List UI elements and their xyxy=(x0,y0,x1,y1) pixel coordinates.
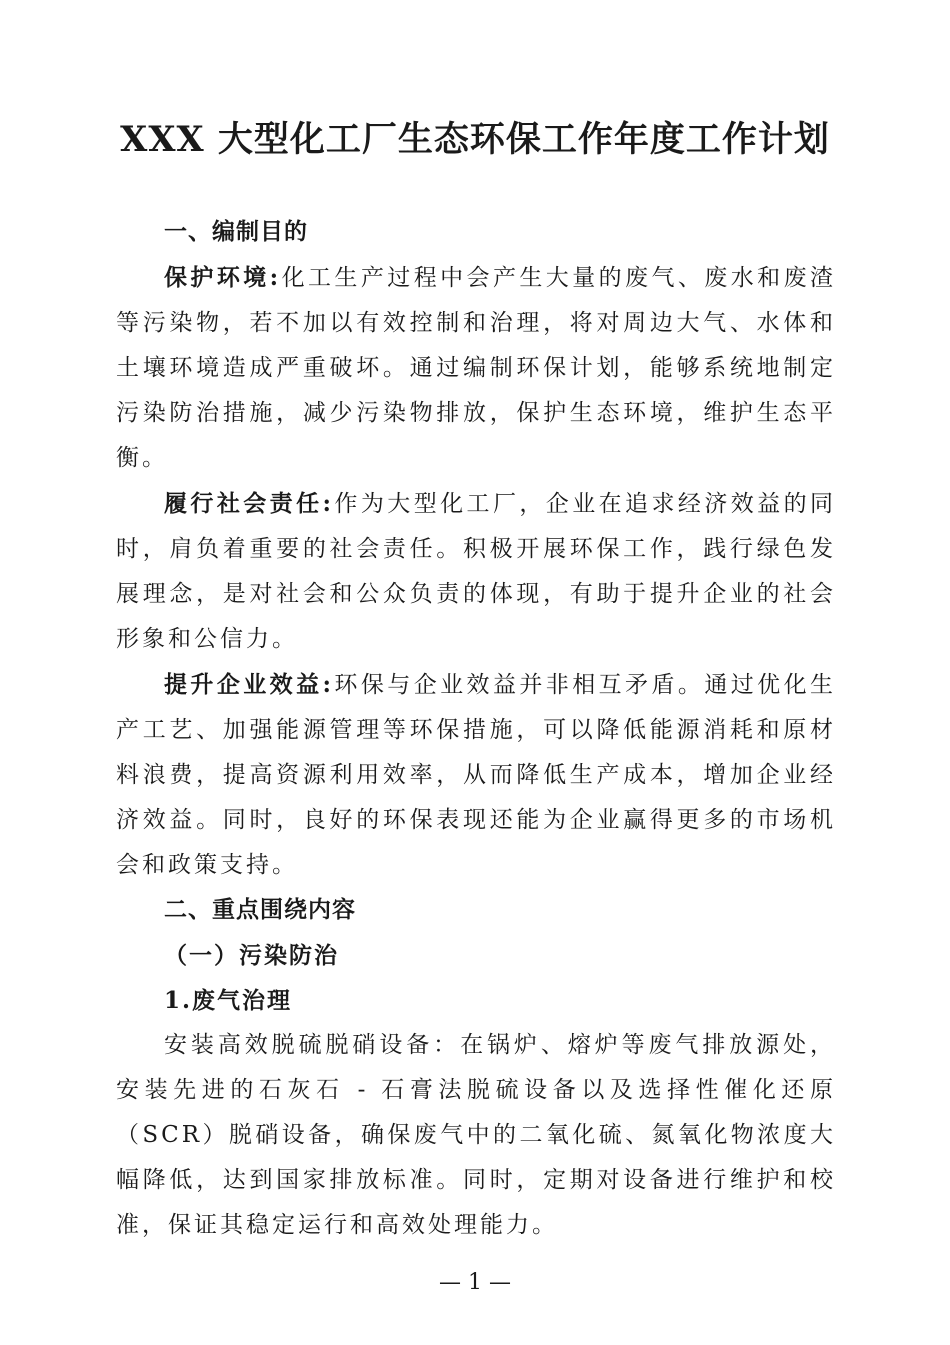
document-body xyxy=(116,210,836,1248)
subsection-heading-pollution: （一）污染防治 xyxy=(164,942,339,969)
paragraph-protect-environment xyxy=(116,255,836,481)
paragraph-enterprise-benefit xyxy=(116,662,836,888)
section-heading-key-content: 二、重点围绕内容 xyxy=(164,897,356,923)
paragraph-lead: 提升企业效益: xyxy=(164,671,335,698)
paragraph-desulfurization: 安装高效脱硫脱硝设备：在锅炉、熔炉等废气排放源处，安装先进的石灰石 - 石膏法脱硫设备以及选择性催化还原（SCR）脱硝设备，确保废气中的二氧化硫、氮氧化物浓度大幅降低，达到国家排放标准。同时，定期对设备进行维护和校准，保证其稳定运行和高效处理能力。 xyxy=(116,1032,836,1238)
page-number: — 1 — xyxy=(439,1270,511,1295)
section-heading-purpose: 一、编制目的 xyxy=(164,219,308,245)
paragraph-text: 作为大型化工厂，企业在追求经济效益的同时，肩负着重要的社会责任。积极开展环保工作，践行绿色发展理念，是对社会和公众负责的体现，有助于提升企业的社会形象和公信力。 xyxy=(116,491,836,652)
paragraph-lead: 履行社会责任: xyxy=(164,490,335,517)
document-title: XXX 大型化工厂生态环保工作年度工作计划 xyxy=(120,119,830,160)
paragraph-text: 化工生产过程中会产生大量的废气、废水和废渣等污染物，若不加以有效控制和治理，将对周边大气、水体和土壤环境造成严重破坏。通过编制环保计划，能够系统地制定污染防治措施，减少污染物排放，保护生态环境，维护生态平衡。 xyxy=(116,265,836,471)
paragraph-lead: 保护环境: xyxy=(164,264,282,291)
paragraph-social-responsibility xyxy=(116,481,836,662)
paragraph-text: 环保与企业效益并非相互矛盾。通过优化生产工艺、加强能源管理等环保措施，可以降低能源消耗和原材料浪费，提高资源利用效率，从而降低生产成本，增加企业经济效益。同时，良好的环保表现还能为企业赢得更多的市场机会和政策支持。 xyxy=(116,672,836,878)
item-heading-waste-gas: 1.废气治理 xyxy=(164,987,293,1014)
